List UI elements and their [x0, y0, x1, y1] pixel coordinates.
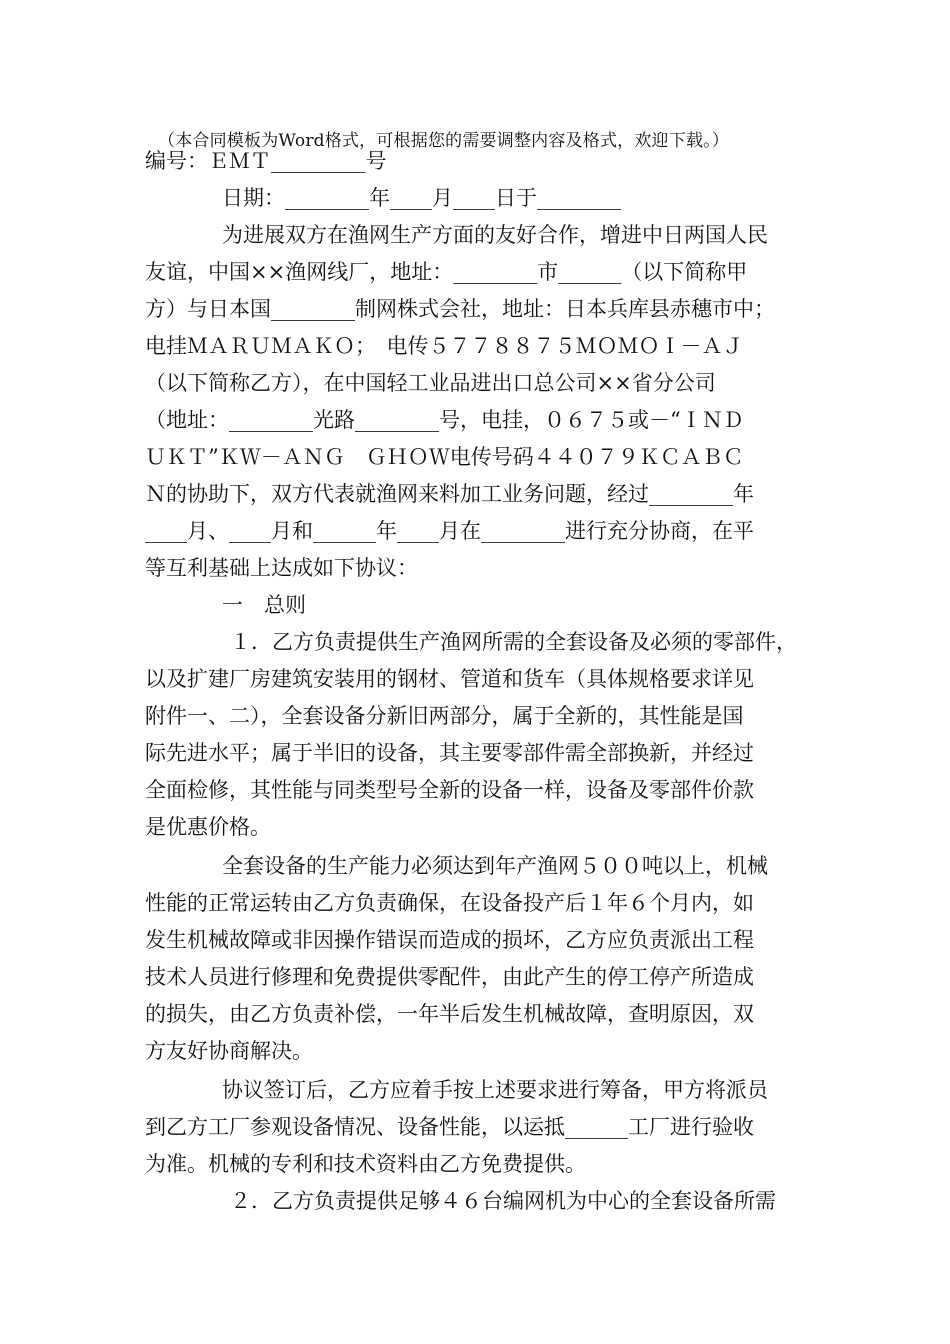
paragraph-line: 协议签订后，乙方应着手按上述要求进行筹备，甲方将派员 [222, 1078, 768, 1102]
paragraph-line: 电挂ＭＡＲＵＭＡＫＯ； 电传５７７８８７５ＭＯＭＯＩ－ＡＪ [145, 334, 744, 358]
paragraph-line: 方）与日本国________制网株式会社，地址：日本兵库县赤穗市中； [145, 297, 775, 321]
paragraph-line: 为准。机械的专利和技术资料由乙方免费提供。 [145, 1152, 586, 1176]
paragraph-line: 的损失，由乙方负责补偿，一年半后发生机械故障，查明原因，双 [145, 1002, 754, 1026]
paragraph-line: Ｎ的协助下，双方代表就渔网来料加工业务问题，经过________年 [145, 482, 754, 506]
paragraph-line: 发生机械故障或非因操作错误而造成的损坏，乙方应负责派出工程 [145, 928, 754, 952]
paragraph-line: ____月、____月和______年____月在________进行充分协商，在平 [145, 519, 754, 543]
paragraph-line: 全面检修，其性能与同类型号全新的设备一样，设备及零部件价款 [145, 778, 754, 802]
paragraph-line: 是优惠价格。 [145, 815, 271, 839]
template-note: （本合同模板为Word格式，可根据您的需要调整内容及格式，欢迎下载。） [158, 131, 730, 151]
section-heading: 一 总则 [222, 593, 306, 617]
paragraph-line: ２．乙方负责提供足够４６台编网机为中心的全套设备所需 [230, 1189, 776, 1213]
paragraph-line: （以下简称乙方），在中国轻工业品进出口总公司××省分公司 [145, 371, 716, 395]
paragraph-line: 为进展双方在渔网生产方面的友好合作，增进中日两国人民 [222, 223, 768, 247]
paragraph-line: 以及扩建厂房建筑安装用的钢材、管道和货车（具体规格要求详见 [145, 667, 754, 691]
paragraph-line: １．乙方负责提供生产渔网所需的全套设备及必须的零部件， [230, 630, 797, 654]
paragraph-line: 友谊，中国××渔网线厂，地址：________市______（以下简称甲 [145, 260, 748, 284]
paragraph-line: ＵＫＴ”ＫＷ－ＡＮＧ ＧＨＯＷ电传号码４４０７９ＫＣＡＢＣ [145, 445, 744, 469]
paragraph-line: 技术人员进行修理和免费提供零配件，由此产生的停工停产所造成 [145, 965, 754, 989]
paragraph-line: 等互利基础上达成如下协议： [145, 556, 418, 580]
paragraph-line: 附件一、二），全套设备分新旧两部分，属于全新的，其性能是国 [145, 704, 744, 728]
contract-date: 日期：________年____月____日于________ [222, 186, 621, 210]
paragraph-line: 全套设备的生产能力必须达到年产渔网５００吨以上，机械 [222, 854, 768, 878]
paragraph-line: 性能的正常运转由乙方负责确保，在设备投产后１年６个月内，如 [145, 891, 754, 915]
paragraph-line: 际先进水平；属于半旧的设备，其主要零部件需全部换新，并经过 [145, 741, 754, 765]
paragraph-line: （地址：________光路________号，电挂，０６７５或－“ＩＮＤ [145, 408, 744, 432]
contract-number: 编号：ＥＭＴ_________号 [145, 149, 387, 173]
paragraph-line: 方友好协商解决。 [145, 1039, 313, 1063]
paragraph-line: 到乙方工厂参观设备情况、设备性能，以运抵______工厂进行验收 [145, 1115, 754, 1139]
